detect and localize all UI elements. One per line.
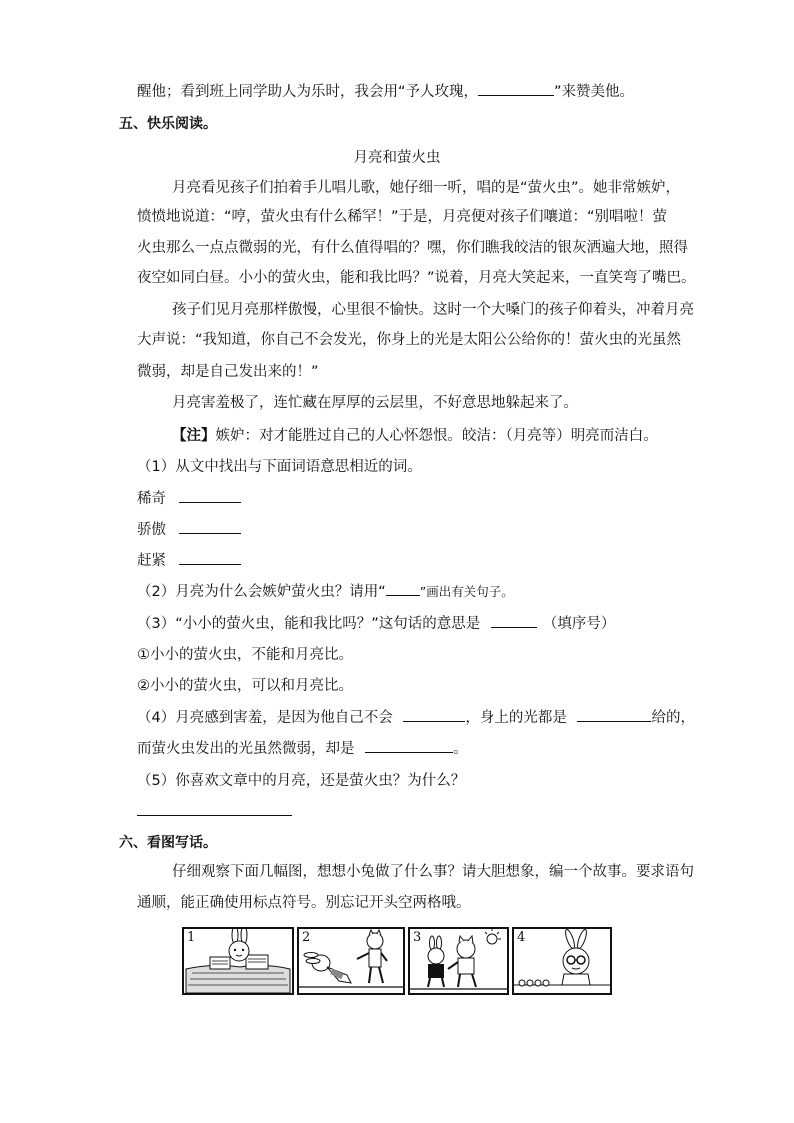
rabbit-helping-illustration — [410, 929, 507, 993]
question-4-line-1 — [137, 707, 695, 728]
continuation-text: 醒他；看到班上同学助人为乐时，我会用“予人玫瑰， — [137, 84, 479, 100]
underline-sample — [386, 581, 420, 596]
word-row-2 — [137, 519, 241, 540]
answer-blank[interactable] — [478, 81, 554, 96]
passage-title: 月亮和萤火虫 — [353, 150, 441, 166]
answer-blank[interactable] — [179, 550, 241, 565]
question-4-text-mid: ，身上的光都是 — [465, 710, 567, 726]
question-4-text-end: 给的， — [651, 710, 695, 726]
passage-line-3: 火虫那么一点点微弱的光，有什么值得唱的？嘿，你们瞧我皎洁的银灰洒遍大地，照得 — [137, 240, 688, 256]
answer-blank[interactable] — [179, 488, 241, 503]
question-3 — [137, 613, 615, 634]
note-line — [172, 426, 658, 446]
question-3-hint: （填序号） — [542, 616, 616, 632]
passage-line-7: 微弱，却是自己发出来的！” — [137, 364, 319, 380]
continuation-text-end: ”来赞美他。 — [554, 84, 635, 100]
note-tag: 【注】 — [172, 428, 216, 444]
passage-line-5: 孩子们见月亮那样傲慢，心里很不愉快。这时一个大嗓门的孩子仰着头，冲着月亮 — [172, 302, 694, 318]
answer-blank[interactable] — [365, 738, 453, 753]
question-4-period: 。 — [453, 741, 468, 757]
rabbit-with-glasses-illustration — [514, 929, 610, 993]
question-1: （1）从文中找出与下面词语意思相近的词。 — [137, 459, 422, 475]
passage-line-1: 月亮看见孩子们拍着手儿唱儿歌，她仔细一听，唱的是“萤火虫”。她非常嫉妒， — [172, 180, 681, 196]
comic-panel-1 — [182, 927, 294, 995]
rabbit-and-cat-illustration — [299, 929, 403, 993]
word-row-1 — [137, 488, 241, 509]
passage-line-6: 大声说：“我知道，你自己不会发光，你身上的光是太阳公公给你的！萤火虫的光虽然 — [137, 332, 682, 348]
word-label: 稀奇 — [137, 491, 166, 507]
passage-line-4: 夜空如同白昼。小小的萤火虫，能和我比吗？”说着，月亮大笑起来，一直笑弯了嘴巴。 — [137, 270, 696, 286]
panel-number: 2 — [302, 930, 311, 945]
section-5-heading: 五、快乐阅读。 — [119, 116, 217, 132]
question-4-text: （4）月亮感到害羞，是因为他自己不会 — [137, 710, 393, 726]
answer-blank[interactable] — [403, 707, 465, 722]
question-2 — [137, 581, 514, 602]
question-4-text-2: 而萤火虫发出的光虽然微弱，却是 — [137, 741, 355, 757]
word-row-3 — [137, 550, 241, 571]
answer-line[interactable] — [137, 815, 292, 816]
section-6-heading: 六、看图写话。 — [119, 835, 217, 851]
answer-blank[interactable] — [179, 519, 241, 534]
writing-prompt-line-1: 仔细观察下面几幅图，想想小兔做了什么事？请大胆想象，编一个故事。要求语句 — [172, 864, 694, 880]
word-label: 赶紧 — [137, 553, 166, 569]
passage-line-8: 月亮害羞极了，连忙藏在厚厚的云层里，不好意思地躲起来了。 — [172, 395, 578, 411]
panel-number: 3 — [413, 930, 422, 945]
comic-panel-3 — [408, 927, 509, 995]
panel-number: 4 — [517, 930, 526, 945]
answer-blank[interactable] — [577, 707, 651, 722]
note-text: 嫉妒：对才能胜过自己的人心怀怨恨。皎洁：（月亮等）明亮而洁白。 — [215, 428, 658, 444]
answer-blank[interactable] — [491, 613, 537, 628]
question-2-text-end: ”画出有关句子。 — [419, 584, 514, 599]
question-2-text: （2）月亮为什么会嫉妒萤火虫？请用“ — [137, 584, 386, 600]
question-4-line-2 — [137, 738, 468, 759]
question-3-text: （3）“小小的萤火虫，能和我比吗？”这句话的意思是 — [137, 616, 481, 632]
rabbit-reading-illustration — [184, 929, 292, 993]
passage-line-2: 愤愤地说道：“哼，萤火虫有什么稀罕！”于是，月亮便对孩子们嚷道：“别唱啦！萤 — [137, 209, 668, 225]
comic-panel-4 — [512, 927, 612, 995]
option-2: ②小小的萤火虫，可以和月亮比。 — [137, 678, 353, 694]
comic-panel-2 — [297, 927, 405, 995]
word-label: 骄傲 — [137, 522, 166, 538]
option-1: ①小小的萤火虫，不能和月亮比。 — [137, 647, 353, 663]
panel-number: 1 — [187, 930, 196, 945]
writing-prompt-line-2: 通顺，能正确使用标点符号。别忘记开头空两格哦。 — [137, 895, 471, 911]
question-5: （5）你喜欢文章中的月亮，还是萤火虫？为什么？ — [137, 773, 466, 789]
continuation-line — [137, 81, 634, 102]
